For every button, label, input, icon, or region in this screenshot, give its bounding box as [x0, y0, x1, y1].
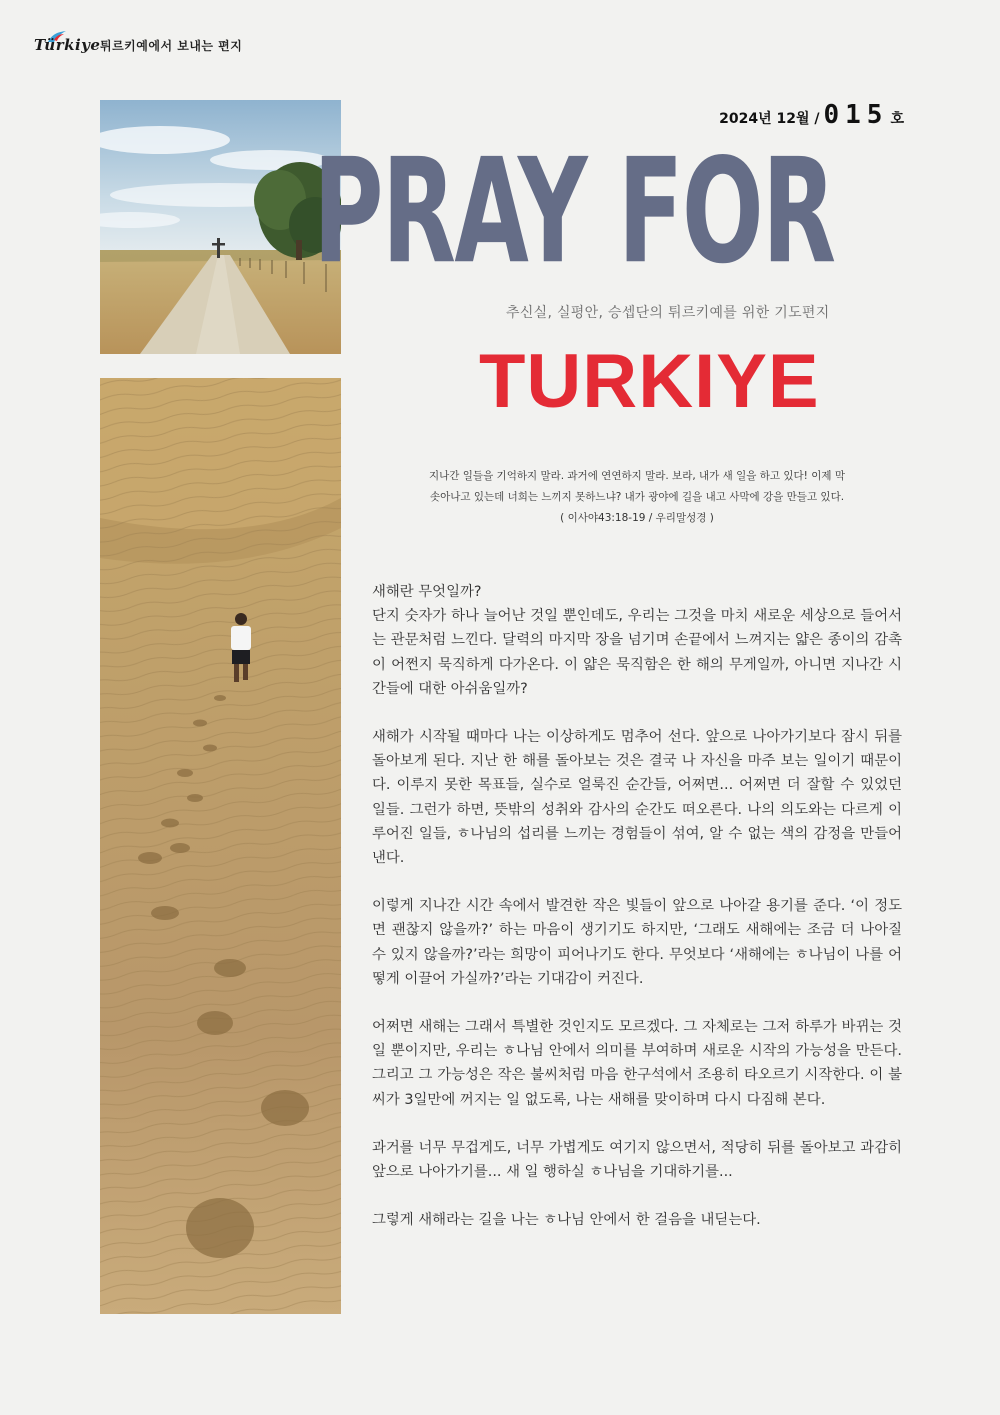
subtitle: 추신실, 실평안, 승셉단의 튀르키예를 위한 기도편지: [506, 305, 830, 321]
desert-footprints-photo: [100, 378, 341, 1314]
turkiye-logo-mark: [30, 30, 101, 60]
issue-suffix: 호: [890, 111, 904, 127]
verse-reference: ( 이사야43:18-19 / 우리말성경 ): [560, 512, 714, 524]
title-turkiye: TURKIYE: [479, 339, 820, 424]
scripture-verse: [372, 466, 902, 529]
letter-body: [372, 580, 902, 1256]
issue-number: 015: [823, 100, 889, 130]
paragraph-4: 어쩌면 새해는 그래서 특별한 것인지도 모르겠다. 그 자체로는 그저 하루가 바뀌는 것일 뿐이지만, 우리는 ㅎ나님 안에서 의미를 부여하며 새로운 시작의 가능성을 만든다. 그리고 그 가능성은 작은 불씨처럼 마음 한구석에서 조용히 타오르기 시작한다. 이 불씨가 3일만에 꺼지는 일 없도록, 나는 새해를 맞이하며 다시 다짐해 본다.: [372, 1019, 902, 1108]
paragraph-5: 과거를 너무 무겁게도, 너무 가볍게도 여기지 않으면서, 적당히 뒤를 돌아보고 과감히 앞으로 나아가기를... 새 일 행하실 ㅎ나님을 기대하기를...: [372, 1139, 902, 1181]
issue-date: 2024년 12월 /: [719, 111, 820, 127]
title-pray-for: PRAY FOR: [313, 128, 835, 297]
paragraph-1: 새해란 무엇일까? 단지 숫자가 하나 늘어난 것일 뿐인데도, 우리는 그것을 마치 새로운 세상으로 들어서는 관문처럼 느낀다. 달력의 마지막 장을 넘기며 손끝에서 느껴지는 얇은 종이의 감촉이 어쩐지 묵직하게 다가온다. 이 얇은 묵직함은 한 해의 무게일까, 아니면 지나간 시간들에 대한 아쉬움일까?: [372, 584, 902, 697]
brand-logo: [30, 30, 242, 60]
issue-info: [719, 100, 904, 130]
paragraph-6: 그렇게 새해라는 길을 나는 ㅎ나님 안에서 한 걸음을 내딛는다.: [372, 1212, 761, 1229]
paragraph-3: 이렇게 지나간 시간 속에서 발견한 작은 빛들이 앞으로 나아갈 용기를 준다. ‘이 정도면 괜찮지 않을까?’ 하는 마음이 생기기도 하지만, ‘그래도 새해에는 조금 더 나아질 수 있지 않을까?’라는 희망이 피어나기도 한다. 무엇보다 ‘새해에는 ㅎ나님이 나를 어떻게 이끌어 가실까?’라는 기대감이 커진다.: [372, 898, 902, 987]
logo-script-text: Türkiye: [34, 36, 101, 54]
verse-line-2: 솟아나고 있는데 너희는 느끼지 못하느냐? 내가 광야에 길을 내고 사막에 강을 만들고 있다.: [429, 491, 845, 503]
paragraph-2: 새해가 시작될 때마다 나는 이상하게도 멈추어 선다. 앞으로 나아가기보다 잠시 뒤를 돌아보게 된다. 지난 한 해를 돌아보는 것은 결국 나 자신을 마주 보는 일이기 때문이다. 이루지 못한 목표들, 실수로 얼룩진 순간들, 어쩌면... 어쩌면 더 잘할 수 있었던 일들. 그런가 하면, 뜻밖의 성취와 감사의 순간도 떠오른다. 나의 의도와는 다르게 이루어진 일들, ㅎ나님의 섭리를 느끼는 경험들이 섞여, 알 수 없는 색의 감정을 만들어낸다.: [372, 729, 902, 867]
road-cross-photo: [100, 100, 341, 354]
logo-caption: 튀르키예에서 보내는 편지: [100, 38, 243, 53]
verse-line-1: 지나간 일들을 기억하지 말라. 과거에 연연하지 말라. 보라, 내가 새 일을 하고 있다! 이제 막: [429, 470, 845, 482]
